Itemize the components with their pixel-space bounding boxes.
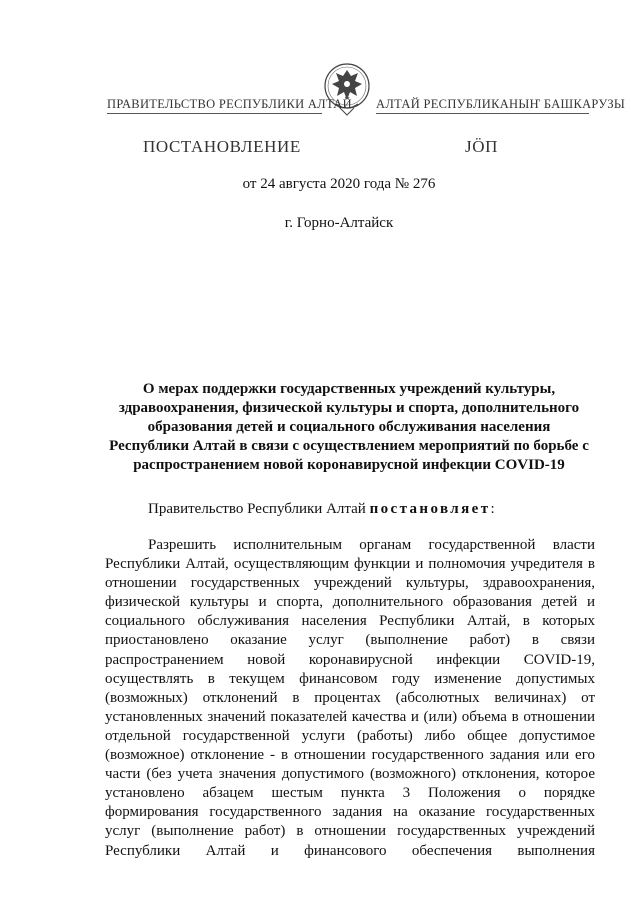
title-line: Республики Алтай в связи с осуществлением мероприятий по борьбе с [109,438,589,454]
body-line: Республики Алтай и финансового обеспечения выполнения [105,842,595,859]
body-line: (возможное) отклонение - в отношении государственного задания или его [105,747,595,764]
document-city: г. Горно-Алтайск [284,215,394,231]
government-name-altai: АЛТАЙ РЕСПУБЛИКАНЫҤ БАШКАРУЗЫ [376,97,626,111]
body-line: формирования государственного задания на оказание государственных [105,804,595,821]
document-date-number: от 24 августа 2020 года № 276 [242,176,436,192]
body-line: социального обслуживания населения Республики Алтай, в которых [105,613,595,630]
preamble-text: Правительство Республики Алтай [148,501,366,517]
preamble [148,501,495,518]
body-line: установленных значений показателей качества и (или) объема в отношении [105,708,595,725]
header-rule-right [376,113,589,114]
body-line: (возможных) отклонений в процентах (абсолютных величинах) от [105,689,595,706]
body-line: части (без учета значения допустимого (возможного) отклонения, которое [105,766,595,783]
document-type-altai: ЈӦП [465,137,498,156]
document-title [106,380,592,475]
title-line: образования детей и социального обслуживания населения [147,419,551,435]
preamble-action: постановляет [369,501,491,517]
body-line: приостановлено оказание услуг (выполнение работ) в связи [105,632,595,649]
body-line: услуг (выполнение работ) в отношении государственных учреждений [105,823,595,840]
header-rule-left [107,113,322,114]
body-line: осуществлять в текущем финансовом году изменение допустимых [105,670,595,687]
body-line: Республики Алтай, осуществляющим функции и полномочия учредителя в [105,556,595,573]
government-name-russian: ПРАВИТЕЛЬСТВО РЕСПУБЛИКИ АЛТАЙ [107,97,352,111]
body-paragraph [105,536,595,861]
body-line: распространением новой коронавирусной инфекции COVID-19, [105,651,595,668]
body-line: отдельной государственной услуги (работы) либо общее допустимое [105,727,595,744]
document-type-russian: ПОСТАНОВЛЕНИЕ [143,137,301,156]
body-line: физической культуры и спорта, дополнительного образования детей и [105,594,595,611]
body-line: Разрешить исполнительным органам государственной власти [148,537,595,553]
title-line: О мерах поддержки государственных учреждений культуры, [142,381,556,397]
preamble-colon: : [490,501,495,517]
title-line: распространением новой коронавирусной инфекции COVID-19 [133,457,565,473]
body-line: установлено абзацем шестым пункта 3 Положения о порядке [105,785,595,802]
body-line: отношении государственных учреждений культуры, здравоохранения, [105,575,595,592]
title-line: здравоохранения, физической культуры и спорта, дополнительного [118,400,580,416]
